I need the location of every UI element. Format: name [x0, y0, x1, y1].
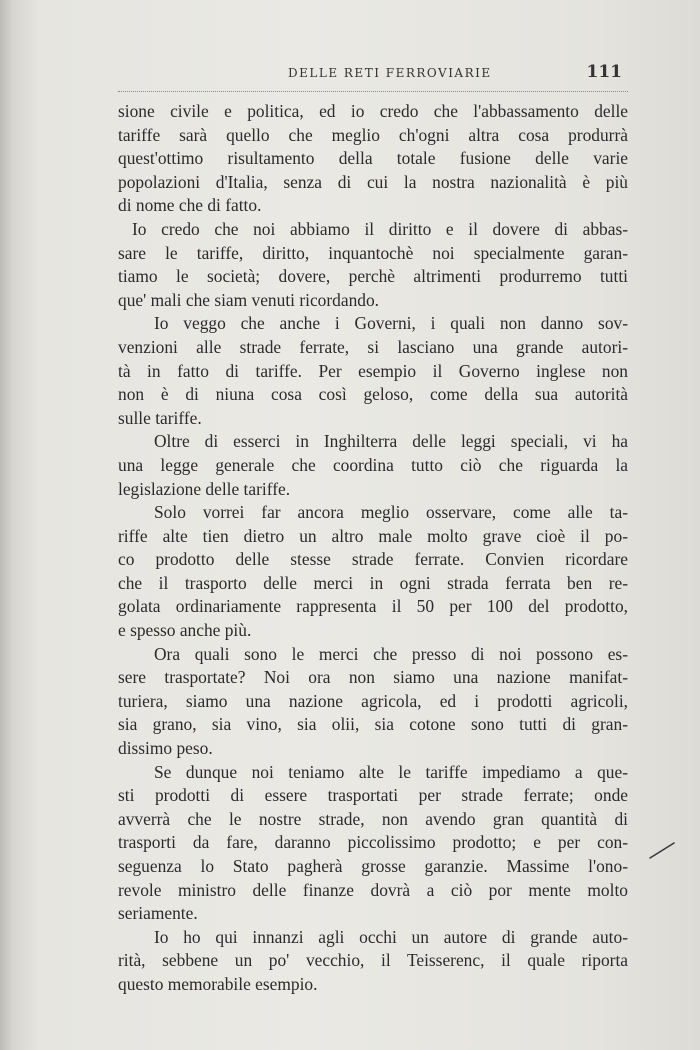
text-line: sulle tariffe.	[118, 407, 202, 428]
paragraph	[118, 501, 628, 643]
text-line: seguenza lo Stato pagherà grosse garanzie. Massime l'ono-	[118, 856, 628, 876]
text-line: revole ministro delle finanze dovrà a ciò por mente molto	[118, 879, 628, 900]
text-line: quest'ottimo risultamento della totale fusione delle varie	[118, 148, 628, 169]
text-line: avverrà che le nostre strade, non avendo gran quantità di	[118, 808, 628, 829]
paragraph	[118, 761, 628, 926]
text-line: tariffe sarà quello che meglio ch'ogni altra cosa produrrà	[118, 124, 628, 145]
text-line: rità, sebbene un po' vecchio, il Teisserenc, il quale riporta	[118, 950, 628, 971]
paragraph	[118, 643, 628, 761]
text-line: questo memorabile esempio.	[118, 973, 318, 994]
text-line: che il trasporto delle merci in ogni strada ferrata ben re-	[118, 572, 628, 593]
text-line: trasporti da fare, daranno piccolissimo prodotto; e per con-	[118, 832, 628, 853]
text-line: non è di niuna cosa così geloso, come della sua autorità	[118, 384, 628, 405]
text-line: que' mali che siam venuti ricordando.	[118, 289, 380, 310]
paragraph	[118, 430, 628, 501]
text-line: una legge generale che coordina tutto ciò che riguarda la	[118, 454, 628, 475]
text-line: sione civile e politica, ed io credo che l'abbassamento delle	[118, 101, 628, 121]
text-line: seriamente.	[118, 903, 198, 924]
text-line: Solo vorrei far ancora meglio osservare, come alle ta-	[154, 502, 628, 523]
text-line: sere trasportate? Noi ora non siamo una nazione manifat-	[118, 667, 628, 688]
text-line: Io credo che noi abbiamo il diritto e il dovere di abbas-	[132, 218, 628, 239]
text-line: sia grano, sia vino, sia olii, sia cotone sono tutti di gran-	[118, 714, 628, 735]
text-line: tà in fatto di tariffe. Per esempio il Governo inglese non	[118, 360, 628, 381]
text-line: popolazioni d'Italia, senza di cui la nostra nazionalità è più	[118, 171, 628, 192]
header-rule	[118, 91, 628, 92]
body-text	[118, 100, 628, 997]
text-line: riffe alte tien dietro un altro male molto grave cioè il po-	[118, 525, 628, 546]
running-title: DELLE RETI FERROVIARIE	[288, 66, 492, 80]
paragraph	[118, 312, 628, 430]
text-line: di nome che di fatto.	[118, 195, 262, 216]
text-line: turiera, siamo una nazione agricola, ed i prodotti agricoli,	[118, 690, 628, 711]
text-line: sti prodotti di essere trasportati per strade ferrate; onde	[118, 785, 628, 806]
text-line: sare le tariffe, diritto, inquantochè noi specialmente garan-	[118, 242, 628, 263]
text-line: Io veggo che anche i Governi, i quali non danno sov-	[154, 313, 628, 334]
paragraph	[118, 218, 628, 312]
text-line: e spesso anche più.	[118, 620, 252, 641]
text-line: Se dunque noi teniamo alte le tariffe impediamo a que-	[154, 761, 628, 782]
pencil-margin-mark	[648, 840, 676, 860]
page-number: 111	[586, 62, 622, 82]
text-line: dissimo peso.	[118, 738, 213, 759]
text-line: tiamo le società; dovere, perchè altrimenti produrremo tutti	[118, 266, 628, 287]
text-line: Oltre di esserci in Inghilterra delle leggi speciali, vi ha	[154, 431, 628, 452]
text-line: Ora quali sono le merci che presso di noi possono es-	[154, 643, 628, 664]
text-line: legislazione delle tariffe.	[118, 478, 291, 499]
paragraph	[118, 100, 628, 218]
text-line: venzioni alle strade ferrate, si lasciano una grande autori-	[118, 336, 628, 357]
page-edge-shadow	[0, 0, 12, 1050]
text-line: golata ordinariamente rappresenta il 50 per 100 del prodotto,	[118, 596, 628, 617]
text-line: co prodotto delle stesse strade ferrate. Convien ricordare	[118, 549, 628, 570]
running-head	[118, 64, 628, 88]
paragraph	[118, 926, 628, 997]
text-line: Io ho qui innanzi agli occhi un autore di grande auto-	[154, 926, 628, 947]
